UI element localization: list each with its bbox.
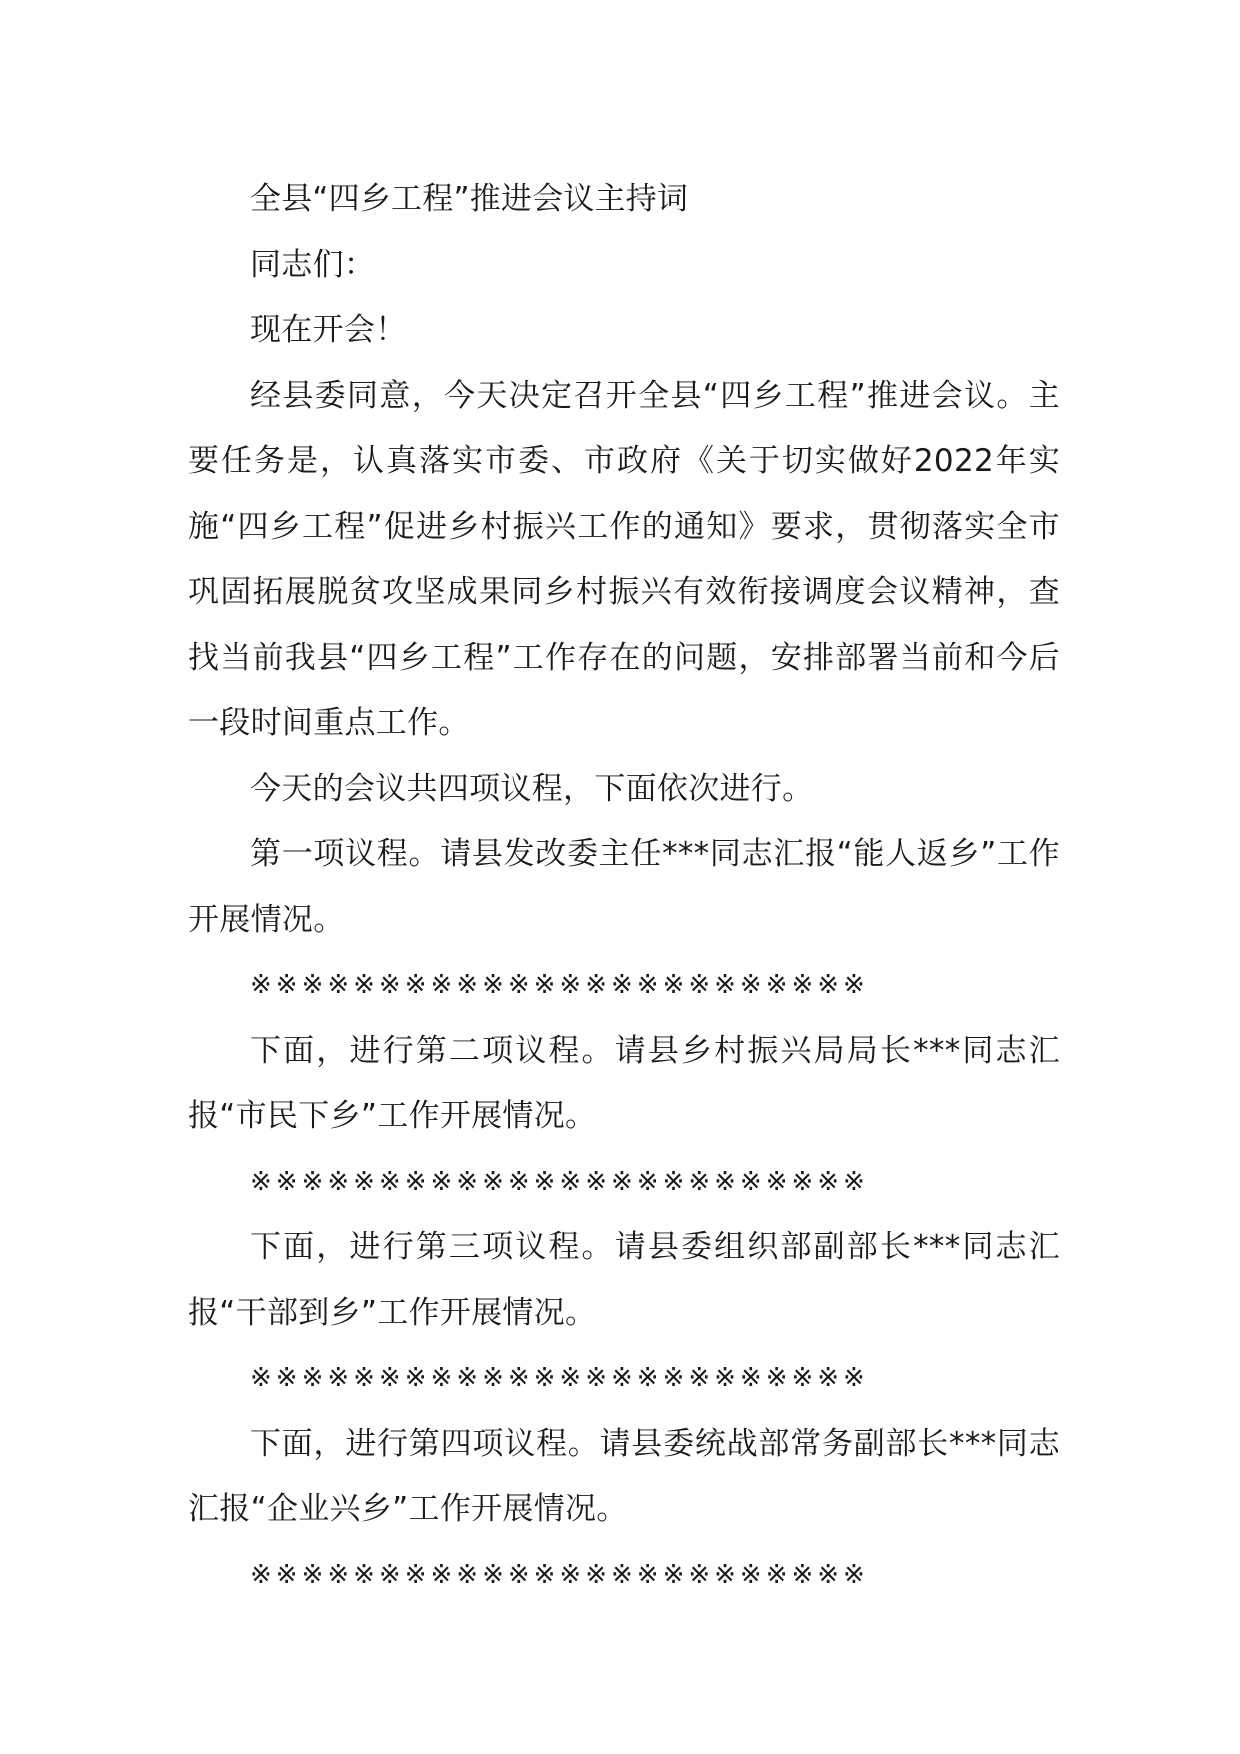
document-body xyxy=(188,167,1060,1608)
agenda-item-3: 下面，进行第三项议程。请县委组织部副部长***同志汇报“干部到乡”工作开展情况。 xyxy=(188,1229,1060,1331)
intro-paragraph: 经县委同意，今天决定召开全县“四乡工程”推进会议。主要任务是，认真落实市委、市政府《关于切实做好2022年实施“四乡工程”促进乡村振兴工作的通知》要求，贯彻落实全市巩固拓展脱贫攻坚成果同乡村振兴有效衔接调度会议精神，查找当前我县“四乡工程”工作存在的问题，安排部署当前和今后一段时间重点工作。 xyxy=(188,377,1060,741)
section-divider: ※※※※※※※※※※※※※※※※※※※※※※※※ xyxy=(250,1166,869,1197)
greeting: 同志们： xyxy=(250,246,376,283)
agenda-item-1: 第一项议程。请县发改委主任***同志汇报“能人返乡”工作开展情况。 xyxy=(188,836,1060,938)
agenda-overview: 今天的会议共四项议程，下面依次进行。 xyxy=(250,770,814,807)
opening-line: 现在开会！ xyxy=(250,312,407,348)
section-divider: ※※※※※※※※※※※※※※※※※※※※※※※※ xyxy=(250,1363,869,1393)
section-divider: ※※※※※※※※※※※※※※※※※※※※※※※※ xyxy=(250,970,869,1000)
agenda-item-2: 下面，进行第二项议程。请县乡村振兴局局长***同志汇报“市民下乡”工作开展情况。 xyxy=(188,1032,1060,1134)
document-title: 全县“四乡工程”推进会议主持词 xyxy=(250,181,689,217)
agenda-item-4: 下面，进行第四项议程。请县委统战部常务副部长***同志汇报“企业兴乡”工作开展情况。 xyxy=(188,1425,1060,1527)
section-divider: ※※※※※※※※※※※※※※※※※※※※※※※※ xyxy=(250,1559,869,1590)
